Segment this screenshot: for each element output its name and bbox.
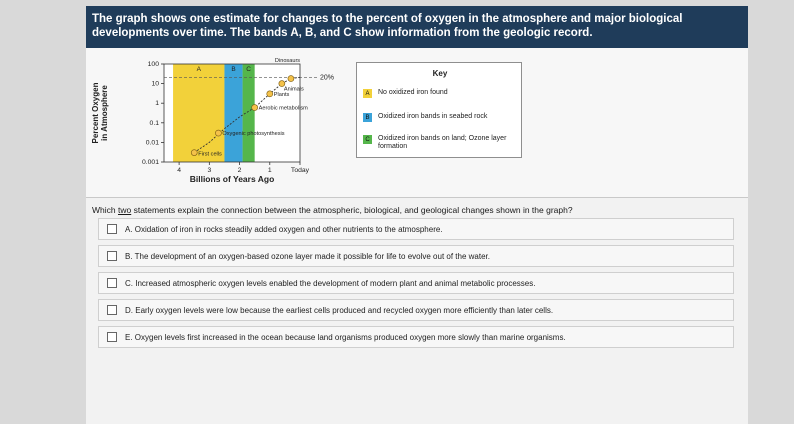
event-label-0: First cells [198,151,222,158]
event-label-1: Oxygenic photosynthesis [222,131,285,138]
event-marker-1 [215,130,221,136]
option-c-text: C. Increased atmospheric oxygen levels enabled the development of modern plant and animal metabolic processes. [125,278,536,288]
event-label-5: Dinosaurs [274,58,301,64]
band-label-c: C [246,66,251,73]
question-text [92,205,573,215]
key-text-a: No oxidized iron found [378,89,448,96]
y-axis-label-line2: in Atmosphere [100,85,109,141]
band-c [243,64,255,162]
key-item-b [363,113,487,122]
key-item-a [363,89,448,98]
x-tick-label-2: 2 [237,167,242,174]
y-tick-label-3: 0.1 [149,119,159,127]
event-label-3: Plants [273,91,290,98]
option-e[interactable] [98,326,734,348]
option-d-text: D. Early oxygen levels were low because the earliest cells produced and recycled oxygen more efficiently than later cells. [125,305,554,315]
oxygen-chart [86,48,348,198]
option-a-checkbox[interactable] [107,224,117,234]
option-a[interactable] [98,218,734,240]
option-c-checkbox[interactable] [107,278,117,288]
band-b [224,64,242,162]
band-label-a: A [196,66,201,73]
x-tick-label-4: Today [290,167,310,174]
key-text-b: Oxidized iron bands in seabed rock [378,113,488,120]
x-axis-label: Billions of Years Ago [189,174,275,184]
answer-options [98,218,734,353]
band-a [173,64,224,162]
key-swatch-b: B [363,113,372,122]
question-panel [86,6,748,424]
x-tick-label-3: 1 [267,167,272,174]
x-tick-label-0: 4 [177,167,182,174]
band-label-b: B [231,66,236,73]
reference-line-label: 20% [320,74,335,82]
option-c[interactable] [98,272,734,294]
key-title: Key [432,69,448,78]
question-prefix: Which [92,205,118,215]
question-emphasis: two [117,205,132,215]
option-e-text: E. Oxygen levels first increased in the ocean because land organisms produced oxygen more slowly than marine organisms. [125,332,566,342]
y-tick-label-5: 0.001 [141,159,159,166]
key-item-c [363,135,513,151]
x-tick-label-1: 3 [207,167,212,174]
question-suffix: statements explain the connection between the atmospheric, biological, and geological changes shown in the graph? [131,205,573,215]
key-swatch-a: A [363,89,372,98]
option-b-checkbox[interactable] [107,251,117,261]
y-tick-label-2: 1 [155,100,159,108]
y-axis-label-line1: Percent Oxygen [91,82,100,144]
option-b-text: B. The development of an oxygen-based ozone layer made it possible for life to evolve out of the water. [125,251,490,261]
event-marker-0 [191,150,197,156]
option-d[interactable] [98,299,734,321]
key-swatch-c: C [363,135,372,144]
y-tick-label-0: 100 [147,61,159,68]
question-prompt: The graph shows one estimate for changes to the percent of oxygen in the atmosphere and major biological developments over time. The bands A, B, and C show information from the geologic record. [86,6,748,48]
graph-area [86,48,748,198]
y-tick-label-1: 10 [151,80,159,88]
key-text-c: Oxidized iron bands on land; Ozone layer formation [378,135,507,150]
option-b[interactable] [98,245,734,267]
event-marker-5 [288,76,294,82]
event-label-4: Animals [283,86,304,93]
event-marker-3 [267,91,273,97]
key-box [356,62,522,158]
option-d-checkbox[interactable] [107,305,117,315]
option-a-text: A. Oxidation of iron in rocks steadily added oxygen and other nutrients to the atmosphere. [125,224,443,234]
option-e-checkbox[interactable] [107,332,117,342]
y-tick-label-4: 0.01 [145,139,159,147]
event-label-2: Aerobic metabolism [258,105,308,112]
event-marker-2 [252,105,258,111]
